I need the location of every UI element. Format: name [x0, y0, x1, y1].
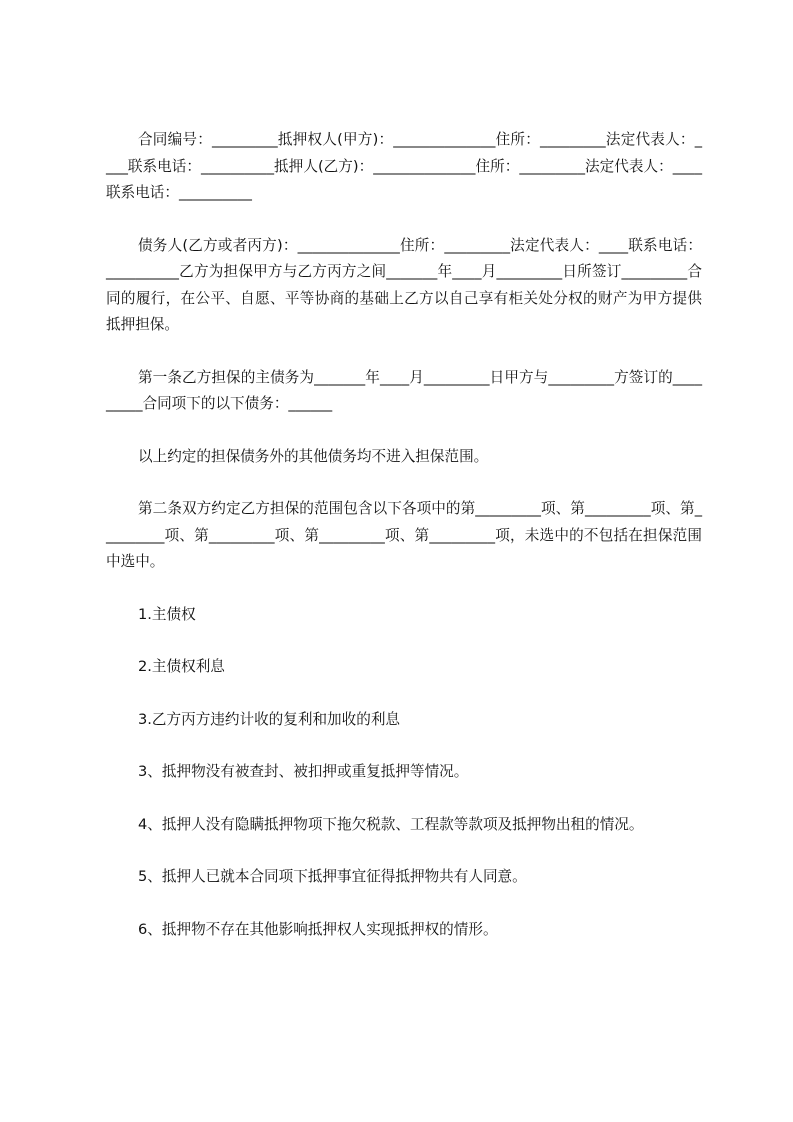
list-item: 6、抵押物不存在其他影响抵押权人实现抵押权的情形。 [138, 920, 498, 938]
article-one-paragraph: 第一条乙方担保的主债务为_______年____月_________日甲方与_________方签订的_________合同项下的以下债务：______ [106, 368, 702, 412]
list-item: 5、抵押人已就本合同项下抵押事宜征得抵押物共有人同意。 [138, 868, 527, 885]
list-item: 3、抵押物没有被查封、被扣押或重复抵押等情况。 [138, 763, 469, 780]
debtor-paragraph: 债务人(乙方或者丙方)：______________住所：_________法定代表人：____联系电话：__________乙方为担保甲方与乙方丙方之间_______年____月_________日所签订_________合同的履行，在公平、自愿、平等协商的基础上乙方以自己享有柜关处分权的财产为甲方提供抵押担保。 [106, 236, 702, 333]
list-item: 2.主债权利息 [138, 658, 225, 675]
list-item: 1.主债权 [138, 605, 196, 623]
list-item: 4、抵押人没有隐瞒抵押物项下拖欠税款、工程款等款项及抵押物出租的情况。 [138, 815, 644, 833]
scope-exclusion-paragraph: 以上约定的担保债务外的其他债务均不进入担保范围。 [138, 447, 489, 465]
document-page [106, 127, 702, 969]
article-two-paragraph: 第二条双方约定乙方担保的范围包含以下各项中的第_________项、第_________项、第_________项、第_________项、第_________项、第_________项，未选中的不包括在担保范围中选中。 [106, 500, 702, 570]
list-item: 3.乙方丙方违约计收的复利和加收的利息 [138, 710, 401, 728]
contract-header-paragraph: 合同编号：_________抵押权人(甲方)：______________住所：_________法定代表人：____联系电话：__________抵押人(乙方)：______________住所：_________法定代表人：____联系电话：__________ [106, 131, 702, 201]
